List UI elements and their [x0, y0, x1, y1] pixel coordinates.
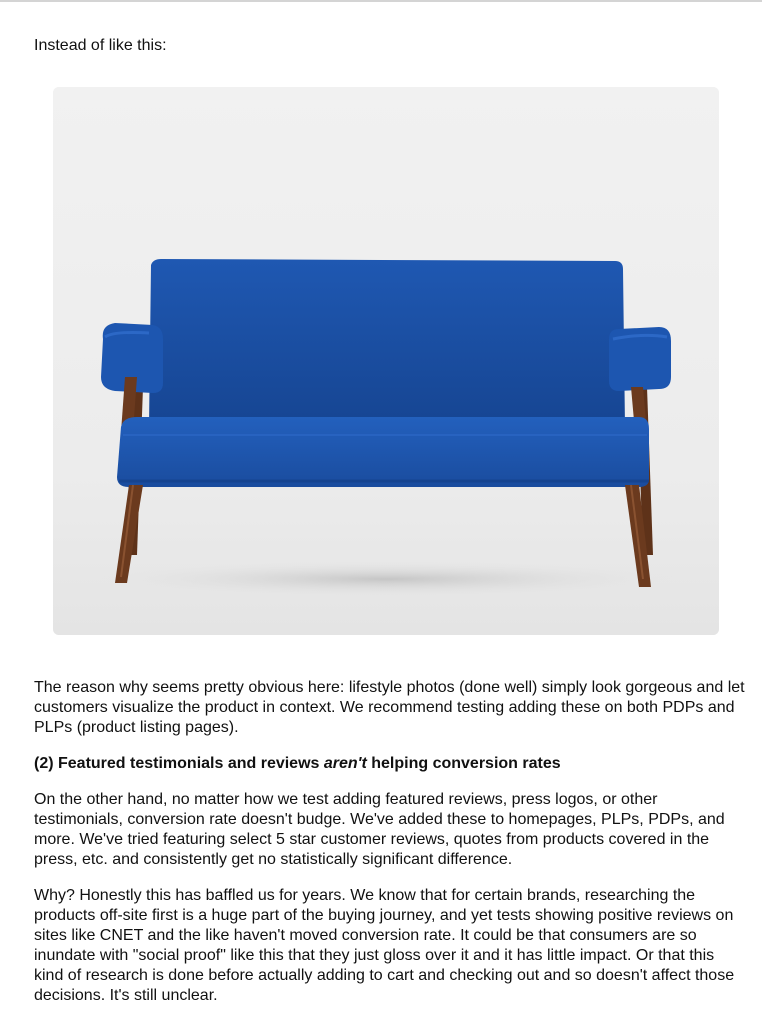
section-heading-before: (2) Featured testimonials and reviews — [34, 755, 324, 772]
top-divider — [0, 0, 762, 2]
paragraph-lifestyle-photos: The reason why seems pretty obvious here: lifestyle photos (done well) simply look gorgeous and let customers visualize the product in context. We recommend testing adding these on both PDPs and PLPs (product listing pages). — [34, 679, 745, 736]
intro-text: Instead of like this: — [34, 37, 167, 54]
section-heading — [34, 754, 746, 774]
product-photo-blue-loveseat — [53, 87, 719, 635]
paragraph-why: Why? Honestly this has baffled us for years. We know that for certain brands, researching the products off-site first is a huge part of the buying journey, and yet tests showing positive reviews on sites like CNET and the like haven't moved conversion rate. It could be that consumers are so inundate with "social proof" like this that they just gloss over it and it has little impact. Or that this kind of research is done before actually adding to cart and checking out and so doesn't affect those decisions. It's still unclear. — [34, 887, 735, 1004]
paragraph-testimonials: On the other hand, no matter how we test adding featured reviews, press logos, or other testimonials, conversion rate doesn't budge. We've added these to homepages, PLPs, PDPs, and more. We've tried featuring select 5 star customer reviews, quotes from products covered in the press, etc. and consistently get no statistically significant difference. — [34, 791, 725, 868]
section-heading-after: helping conversion rates — [366, 755, 561, 772]
section-heading-emphasis: aren't — [323, 755, 367, 772]
